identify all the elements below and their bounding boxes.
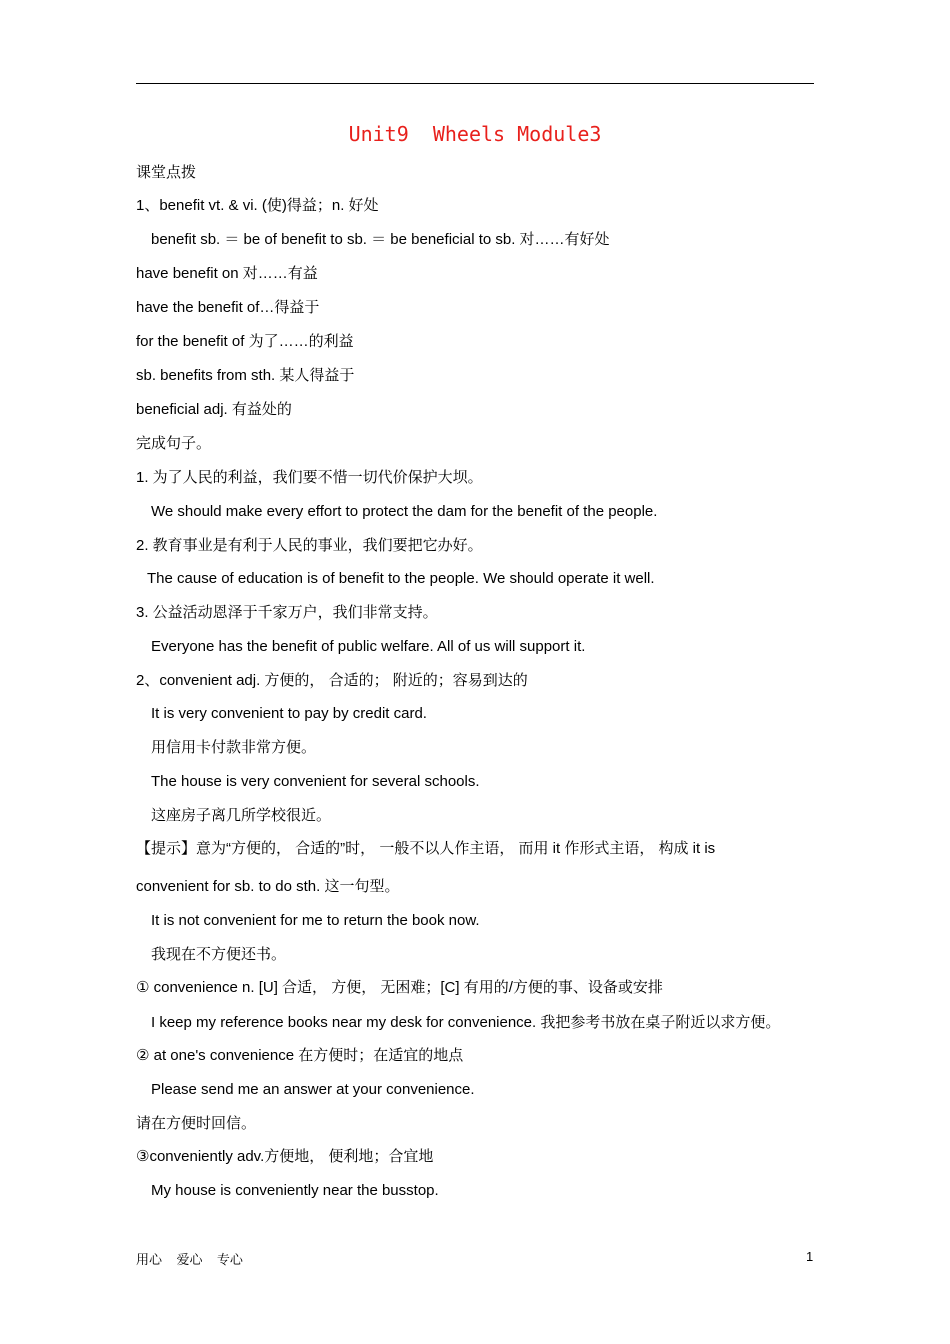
exercise-heading: 完成句子。 xyxy=(136,435,212,452)
tip-line: 【提示】意为“方便的， 合适的”时， 一般不以人作主语， 而用 it 作形式主语， 构成 it is xyxy=(136,840,716,857)
page-number: 1 xyxy=(806,1249,814,1264)
example-translation: 用信用卡付款非常方便。 xyxy=(151,739,317,756)
example-sentence: My house is conveniently near the busstop. xyxy=(151,1182,439,1199)
example-sentence: The house is very convenient for several schools. xyxy=(151,773,480,790)
vocab-subitem: ① convenience n. [U] 合适， 方便， 无困难；[C] 有用的/方便的事、设备或安排 xyxy=(136,979,663,996)
exercise-item: 1. 为了人民的利益，我们要不惜一切代价保护大坝。 xyxy=(136,469,483,486)
footer-motto: 用心 爱心 专心 xyxy=(136,1252,243,1267)
example-translation: 我现在不方便还书。 xyxy=(151,946,287,963)
vocab-line: have the benefit of…得益于 xyxy=(136,299,320,316)
example-translation: 这座房子离几所学校很近。 xyxy=(151,807,332,824)
vocab-subitem: ② at one's convenience 在方便时；在适宜的地点 xyxy=(136,1047,464,1064)
vocab-line: sb. benefits from sth. 某人得益于 xyxy=(136,367,355,384)
exercise-answer: We should make every effort to protect the dam for the benefit of the people. xyxy=(151,503,658,520)
document-title: Unit9 Wheels Module3 xyxy=(348,122,602,146)
example-sentence: It is not convenient for me to return the book now. xyxy=(151,912,480,929)
vocab-line: have benefit on 对……有益 xyxy=(136,265,318,282)
example-translation: 请在方便时回信。 xyxy=(136,1115,257,1132)
exercise-answer: The cause of education is of benefit to the people. We should operate it well. xyxy=(147,570,655,587)
exercise-item: 2. 教育事业是有利于人民的事业，我们要把它办好。 xyxy=(136,537,483,554)
tip-line: convenient for sb. to do sth. 这一句型。 xyxy=(136,878,400,895)
exercise-item: 3. 公益活动恩泽于千家万户，我们非常支持。 xyxy=(136,604,438,621)
vocab-line: for the benefit of 为了……的利益 xyxy=(136,333,354,350)
vocab-line: benefit sb. ＝ be of benefit to sb. ＝ be beneficial to sb. 对……有好处 xyxy=(151,231,610,248)
vocab-heading: 2、convenient adj. 方便的， 合适的； 附近的；容易到达的 xyxy=(136,672,528,689)
example-sentence: Please send me an answer at your convenience. xyxy=(151,1081,475,1098)
example-sentence: It is very convenient to pay by credit card. xyxy=(151,705,427,722)
vocab-subitem: ③conveniently adv.方便地， 便利地；合宜地 xyxy=(136,1148,434,1165)
vocab-heading: 1、benefit vt. & vi. (使)得益；n. 好处 xyxy=(136,197,379,214)
exercise-answer: Everyone has the benefit of public welfare. All of us will support it. xyxy=(151,638,586,655)
header-rule xyxy=(136,83,814,84)
example-sentence: I keep my reference books near my desk for convenience. 我把参考书放在桌子附近以求方便。 xyxy=(151,1014,781,1031)
section-heading: 课堂点拨 xyxy=(136,164,197,181)
vocab-line: beneficial adj. 有益处的 xyxy=(136,401,292,418)
